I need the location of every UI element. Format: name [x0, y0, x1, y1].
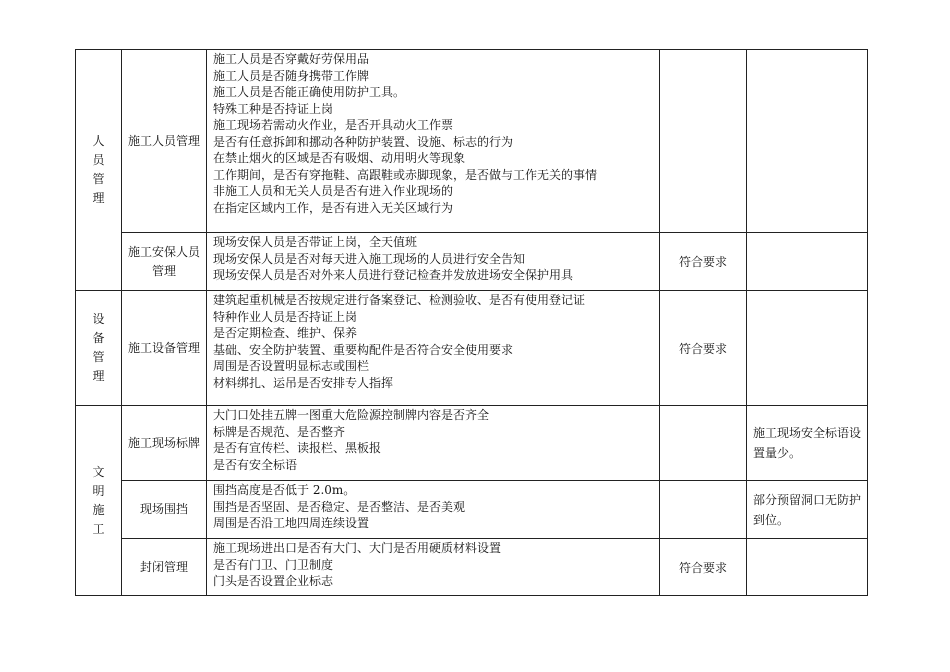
check-item: 标牌是否规范、是否整齐 [213, 424, 346, 439]
check-item: 施工人员是否穿戴好劳保用品 [213, 52, 370, 66]
check-item: 施工现场进出口是否有大门、大门是否用硬质材料设置 [213, 541, 502, 555]
check-item: 围挡是否坚固、是否稳定、是否整洁、是否美观 [213, 499, 466, 514]
category-cell [76, 406, 122, 596]
subcategory-cell: 封闭管理 [122, 539, 207, 596]
category-char: 人 [92, 134, 105, 148]
category-char: 员 [92, 153, 105, 167]
note-cell [747, 539, 868, 596]
table-row [76, 406, 868, 481]
result-cell: 符合要求 [660, 539, 747, 596]
check-item: 施工人员是否能正确使用防护工具。 [213, 85, 406, 99]
category-char: 理 [92, 191, 105, 205]
category-char: 明 [92, 483, 105, 498]
note-cell: 施工现场安全标语设置量少。 [747, 406, 868, 481]
table-row [76, 233, 868, 291]
result-cell: 符合要求 [660, 233, 747, 291]
note-cell [747, 291, 868, 406]
result-cell: 符合要求 [660, 291, 747, 406]
check-item: 是否定期检查、维护、保养 [213, 326, 358, 340]
check-item: 是否有宣传栏、读报栏、黑板报 [213, 441, 382, 455]
check-item: 建筑起重机械是否按规定进行备案登记、检测验收、是否有使用登记证 [213, 293, 586, 307]
category-char: 文 [92, 464, 105, 479]
check-item: 材料绑扎、运吊是否安排专人指挥 [213, 375, 394, 390]
result-cell [660, 406, 747, 481]
check-item: 特殊工种是否持证上岗 [213, 101, 334, 116]
check-items-cell [207, 406, 660, 481]
check-item: 在禁止烟火的区域是否有吸烟、动用明火等现象 [213, 151, 466, 165]
table-row [76, 481, 868, 539]
check-item: 在指定区域内工作，是否有进入无关区域行为 [213, 200, 454, 215]
check-item: 大门口处挂五牌一图重大危险源控制牌内容是否齐全 [213, 408, 490, 422]
check-items-cell [207, 539, 660, 596]
check-item: 门头是否设置企业标志 [213, 574, 334, 588]
check-item: 基础、安全防护装置、重要构配件是否符合安全使用要求 [213, 342, 514, 357]
table-row [76, 291, 868, 406]
category-char: 备 [92, 331, 105, 345]
subcategory-cell: 施工人员管理 [122, 50, 207, 233]
category-cell [76, 291, 122, 406]
check-item: 是否有任意拆卸和挪动各种防护装置、设施、标志的行为 [213, 134, 514, 149]
check-item: 是否有安全标语 [213, 457, 298, 472]
check-item: 围挡高度是否低于 2.0m。 [213, 483, 356, 497]
check-item: 施工人员是否随身携带工作牌 [213, 68, 370, 83]
category-char: 工 [92, 521, 105, 536]
category-char: 管 [92, 172, 105, 186]
table-row [76, 50, 868, 233]
category-char: 设 [92, 312, 105, 326]
category-char: 施 [92, 502, 105, 517]
note-cell [747, 50, 868, 233]
category-char: 理 [92, 369, 105, 383]
category-cell [76, 50, 122, 291]
table-row [76, 539, 868, 596]
result-cell [660, 481, 747, 539]
check-items-cell [207, 233, 660, 291]
result-cell [660, 50, 747, 233]
note-cell [747, 233, 868, 291]
check-item: 非施工人员和无关人员是否有进入作业现场的 [213, 184, 454, 198]
check-item: 周围是否设置明显标志或围栏 [213, 359, 370, 373]
check-item: 特种作业人员是否持证上岗 [213, 309, 358, 324]
check-item: 工作期间，是否有穿拖鞋、高跟鞋或赤脚现象，是否做与工作无关的事情 [213, 167, 598, 182]
subcategory-cell: 现场围挡 [122, 481, 207, 539]
check-items-cell [207, 481, 660, 539]
inspection-table [75, 49, 868, 596]
subcategory-cell: 施工现场标牌 [122, 406, 207, 481]
subcategory-cell: 施工安保人员管理 [122, 233, 207, 291]
check-item: 现场安保人员是否对外来人员进行登记检查并发放进场安全保护用具 [213, 268, 574, 282]
check-item: 现场安保人员是否对每天进入施工现场的人员进行安全告知 [213, 251, 526, 266]
check-item: 是否有门卫、门卫制度 [213, 557, 334, 572]
note-cell: 部分预留洞口无防护到位。 [747, 481, 868, 539]
check-item: 施工现场若需动火作业，是否开具动火工作票 [213, 118, 454, 132]
check-item: 周围是否沿工地四周连续设置 [213, 516, 370, 530]
check-items-cell [207, 50, 660, 233]
check-item: 现场安保人员是否带证上岗，全天值班 [213, 235, 418, 249]
check-items-cell [207, 291, 660, 406]
subcategory-cell: 施工设备管理 [122, 291, 207, 406]
category-char: 管 [92, 350, 105, 364]
